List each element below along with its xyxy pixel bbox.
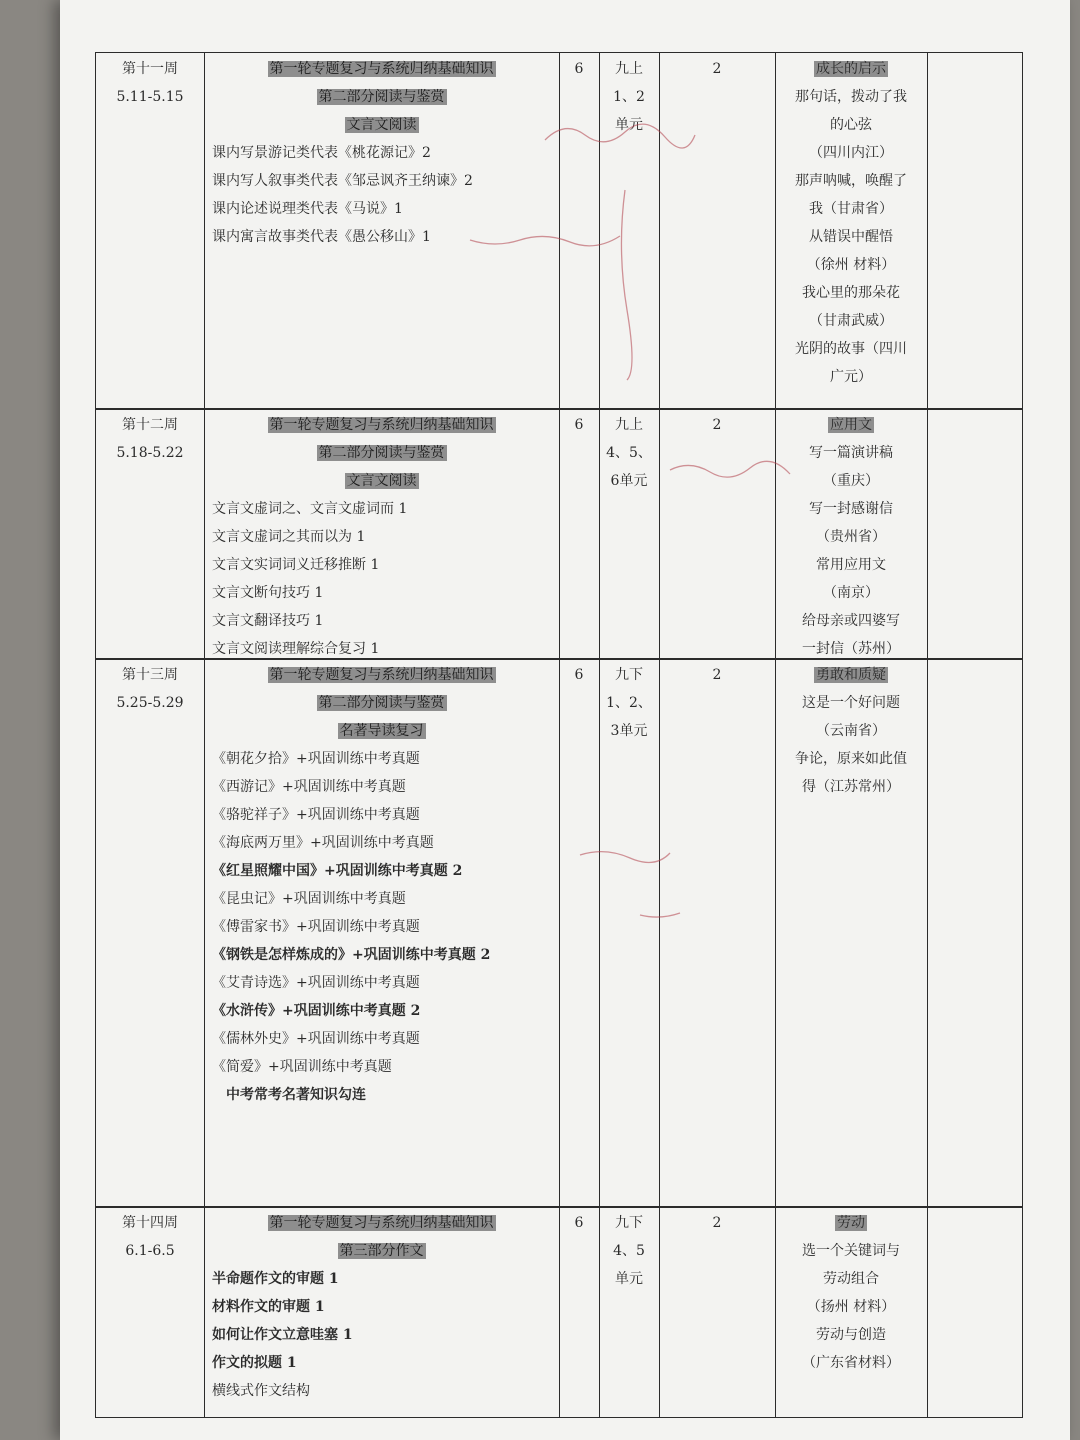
- hours-cell: 6: [574, 667, 584, 683]
- count-cell: 2: [712, 667, 722, 683]
- content-cell: [204, 409, 559, 663]
- lesson-item: 半命题作文的审题 1: [212, 1271, 339, 1287]
- lesson-item: 《艾青诗选》+巩固训练中考真题: [212, 975, 420, 991]
- week-dates: 5.18-5.22: [116, 445, 184, 461]
- week-row-11: [95, 52, 1023, 410]
- content-cell: [204, 53, 559, 251]
- lesson-item: 课内写人叙事类代表《邹忌讽齐王纳谏》2: [212, 173, 473, 189]
- column-divider: [559, 659, 560, 1207]
- count-cell: 2: [712, 61, 722, 77]
- week-dates: 5.25-5.29: [116, 695, 184, 711]
- week-cell: [96, 659, 204, 717]
- unit-cell: 九上 4、5、 6单元: [606, 417, 652, 489]
- column-divider: [927, 659, 928, 1207]
- writing-cell: 成长的启示 那句话，拨动了我 的心弦 （四川内江） 那声呐喊，唤醒了 我（甘肃省） 从错误中醒悟 （徐州 材料） 我心里的那朵花 （甘肃武威） 光阴的故事（四川 广元）: [775, 53, 927, 391]
- lesson-item: 如何让作文立意哇塞 1: [212, 1327, 353, 1343]
- section-header: 第二部分阅读与鉴赏: [318, 89, 445, 105]
- week-dates: 6.1-6.5: [125, 1243, 175, 1259]
- section-header: 第三部分作文: [339, 1243, 424, 1259]
- column-divider: [659, 1207, 660, 1417]
- count-cell: 2: [712, 1215, 722, 1231]
- week-label: 第十二周: [122, 417, 178, 433]
- writing-topic: 勇敢和质疑: [816, 667, 886, 683]
- lesson-item: 《西游记》+巩固训练中考真题: [212, 779, 406, 795]
- lesson-item: 《简爱》+巩固训练中考真题: [212, 1059, 392, 1075]
- lesson-item: 《朝花夕拾》+巩固训练中考真题: [212, 751, 420, 767]
- section-header: 第一轮专题复习与系统归纳基础知识: [269, 667, 494, 683]
- unit-cell: 九下 1、2、 3单元: [606, 667, 652, 739]
- lesson-item: 文言文虚词之、文言文虚词而 1: [212, 501, 408, 517]
- column-divider: [927, 53, 928, 409]
- lesson-item: 《海底两万里》+巩固训练中考真题: [212, 835, 434, 851]
- lesson-item: 材料作文的审题 1: [212, 1299, 325, 1315]
- column-divider: [927, 1207, 928, 1417]
- writing-topic: 成长的启示: [816, 61, 886, 77]
- week-row-13: [95, 658, 1023, 1208]
- section-header: 第二部分阅读与鉴赏: [318, 445, 445, 461]
- week-label: 第十一周: [122, 61, 178, 77]
- writing-cell: 劳动 选一个关键词与 劳动组合 （扬州 材料） 劳动与创造 （广东省材料）: [775, 1207, 927, 1377]
- lesson-item: 《红星照耀中国》+巩固训练中考真题 2: [212, 863, 463, 879]
- section-header: 名著导读复习: [339, 723, 424, 739]
- section-header: 文言文阅读: [346, 117, 417, 133]
- writing-cell: 勇敢和质疑 这是一个好问题 （云南省） 争论，原来如此值 得（江苏常州）: [775, 659, 927, 801]
- week-cell: [96, 409, 204, 467]
- column-divider: [659, 659, 660, 1207]
- column-divider: [659, 409, 660, 659]
- section-header: 第一轮专题复习与系统归纳基础知识: [269, 417, 494, 433]
- column-divider: [559, 1207, 560, 1417]
- column-divider: [927, 409, 928, 659]
- lesson-item: 课内寓言故事类代表《愚公移山》1: [212, 229, 431, 245]
- section-header: 文言文阅读: [346, 473, 417, 489]
- writing-cell: 应用文 写一篇演讲稿 （重庆） 写一封感谢信 （贵州省） 常用应用文 （南京） 给母亲或四婆写 一封信（苏州）: [775, 409, 927, 663]
- lesson-item: 《儒林外史》+巩固训练中考真题: [212, 1031, 420, 1047]
- lesson-item: 中考常考名著知识勾连: [226, 1087, 366, 1103]
- unit-cell: 九上 1、2 单元: [613, 61, 645, 133]
- lesson-item: 《昆虫记》+巩固训练中考真题: [212, 891, 406, 907]
- lesson-item: 课内写景游记类代表《桃花源记》2: [212, 145, 431, 161]
- week-row-14: [95, 1206, 1023, 1418]
- writing-topic: 应用文: [830, 417, 872, 433]
- lesson-item: 《钢铁是怎样炼成的》+巩固训练中考真题 2: [212, 947, 491, 963]
- week-dates: 5.11-5.15: [116, 89, 184, 105]
- section-header: 第一轮专题复习与系统归纳基础知识: [269, 1215, 494, 1231]
- unit-cell: 九下 4、5 单元: [613, 1215, 645, 1287]
- week-label: 第十三周: [122, 667, 178, 683]
- lesson-item: 课内论述说理类代表《马说》1: [212, 201, 403, 217]
- hours-cell: 6: [574, 61, 584, 77]
- content-cell: [204, 659, 559, 1109]
- lesson-item: 文言文阅读理解综合复习 1: [212, 641, 380, 657]
- lesson-item: 作文的拟题 1: [212, 1355, 297, 1371]
- count-cell: 2: [712, 417, 722, 433]
- week-cell: [96, 53, 204, 111]
- week-row-12: [95, 408, 1023, 660]
- lesson-item: 文言文翻译技巧 1: [212, 613, 324, 629]
- lesson-item: 文言文断句技巧 1: [212, 585, 324, 601]
- lesson-item: 《水浒传》+巩固训练中考真题 2: [212, 1003, 421, 1019]
- week-label: 第十四周: [122, 1215, 178, 1231]
- lesson-item: 文言文实词词义迁移推断 1: [212, 557, 380, 573]
- content-cell: [204, 1207, 559, 1405]
- hours-cell: 6: [574, 1215, 584, 1231]
- lesson-item: 文言文虚词之其而以为 1: [212, 529, 366, 545]
- lesson-item: 《骆驼祥子》+巩固训练中考真题: [212, 807, 420, 823]
- section-header: 第一轮专题复习与系统归纳基础知识: [269, 61, 494, 77]
- column-divider: [659, 53, 660, 409]
- lesson-item: 《傅雷家书》+巩固训练中考真题: [212, 919, 420, 935]
- column-divider: [559, 409, 560, 659]
- hours-cell: 6: [574, 417, 584, 433]
- writing-topic: 劳动: [837, 1215, 865, 1231]
- week-cell: [96, 1207, 204, 1265]
- section-header: 第二部分阅读与鉴赏: [318, 695, 445, 711]
- column-divider: [559, 53, 560, 409]
- lesson-item: 横线式作文结构: [212, 1383, 310, 1399]
